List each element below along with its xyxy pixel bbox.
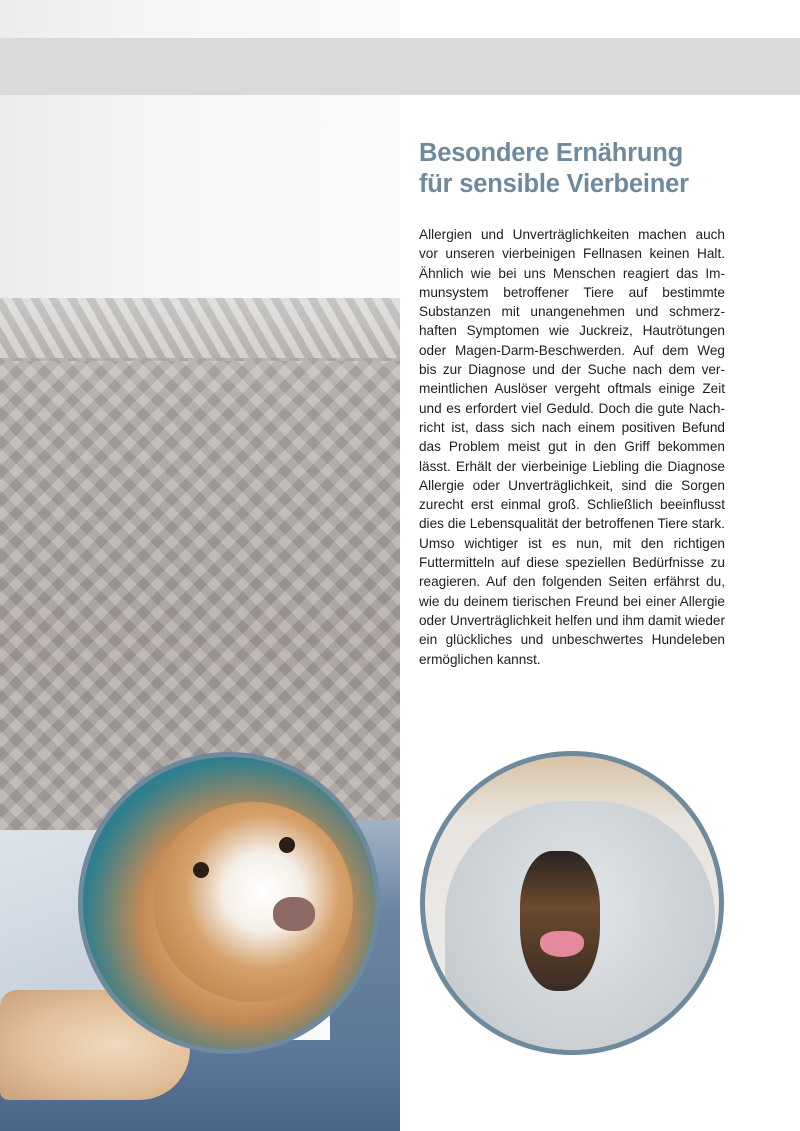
knit-blanket-edge (0, 298, 400, 361)
heading-line-2: für sensible Vierbeiner (419, 170, 689, 198)
heading-line-1: Besondere Ernährung (419, 139, 683, 167)
photo-circle-blanket-dog (420, 751, 724, 1055)
article-heading (419, 138, 725, 200)
header-band (0, 38, 800, 95)
dog-eye-icon (193, 862, 209, 878)
dog-snout (520, 851, 600, 991)
dog-nose (273, 897, 315, 931)
dog-tongue (540, 931, 584, 957)
article (419, 138, 725, 669)
dog-eye-icon (279, 837, 295, 853)
article-body: Allergien und Unverträglichkeiten machen auch vor unseren vierbeinigen Fellnasen keinen Halt. Ähnlich wie bei uns Menschen reagiert das Immunsystem betroffener Tiere auf bestimmte Substanzen mit unangenehmen und schmerzhaften Symptomen wie Juckreiz, Hautrötungen oder Magen-Darm-Beschwerden. Auf dem Weg bis zur Diagnose und der Suche nach dem vermeintlichen Auslöser vergeht oftmals einige Zeit und es erfordert viel Geduld. Doch die gute Nachricht ist, dass sich nach einem positiven Befund das Problem meist gut in den Griff bekommen lässt. Erhält der vierbeinige Liebling die Diagnose Allergie oder Unverträglichkeit, sind die Sorgen zurecht erst einmal groß. Schließlich beeinflusst dies die Lebensqualität der betroffenen Tiere stark. Umso wichtiger ist es nun, mit den richtigen Futtermitteln auf diese speziellen Bedürfnisse zu reagieren. Auf den folgenden Seiten erfährst du, wie du deinem tierischen Freund bei einer Allergie oder Unverträglichkeit helfen und ihm damit wieder ein glückliches und unbeschwertes Hundeleben ermöglichen kannst. (419, 227, 726, 667)
photo-circle-beagle (78, 752, 380, 1054)
dog-face (153, 802, 353, 1002)
